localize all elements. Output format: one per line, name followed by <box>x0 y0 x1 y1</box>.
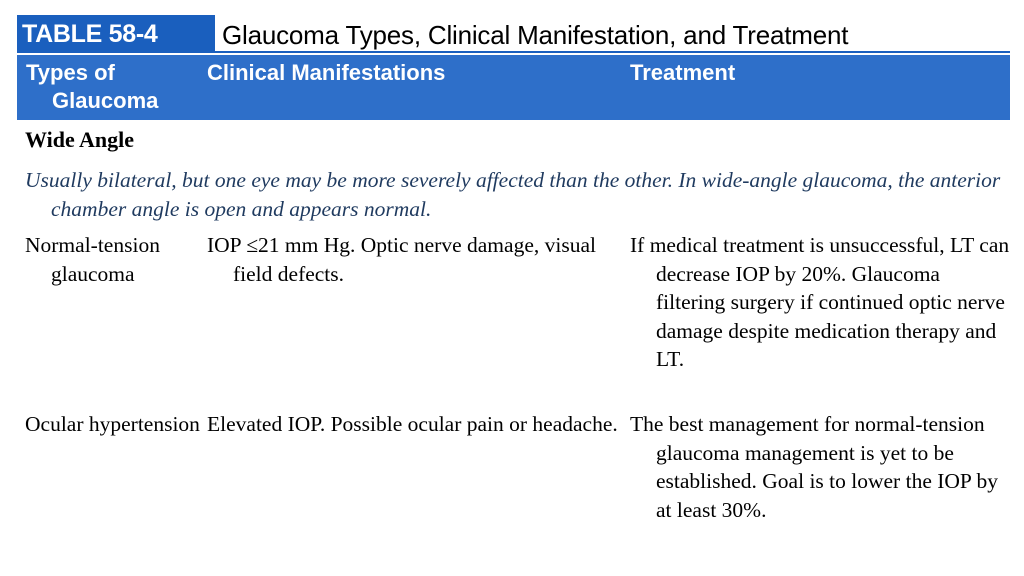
table-header-row <box>17 55 1010 120</box>
table-title: Glaucoma Types, Clinical Manifestation, and Treatment <box>222 20 849 50</box>
row2-clinical-manifestations: Elevated IOP. Possible ocular pain or headache. <box>207 412 618 436</box>
row1-clinical-manifestations: IOP ≤21 mm Hg. Optic nerve damage, visual field defects. <box>207 233 596 286</box>
section-heading-wide-angle: Wide Angle <box>25 127 135 152</box>
section-note: Usually bilateral, but one eye may be more severely affected than the other. In wide-angle glaucoma, the anterior chamber angle is open and appears normal. <box>25 168 1001 221</box>
title-underline <box>215 51 1010 53</box>
row1-glaucoma-type: Normal-tension glaucoma <box>25 233 160 286</box>
header-types-line2: Glaucoma <box>52 88 159 113</box>
row1-treatment: If medical treatment is unsuccessful, LT can decrease IOP by 20%. Glaucoma filtering surgery if continued optic nerve damage despite medication therapy and LT. <box>630 233 1010 371</box>
row2-glaucoma-type: Ocular hypertension <box>25 412 200 436</box>
row2-treatment: The best management for normal-tension glaucoma management is yet to be established. Goal is to lower the IOP by at least 30%. <box>630 412 998 522</box>
header-types-line1: Types of <box>26 60 115 85</box>
table-title-bar <box>17 15 1010 53</box>
table-number-label: TABLE 58-4 <box>17 15 215 53</box>
header-treatment: Treatment <box>630 60 736 85</box>
header-types-of-glaucoma <box>26 59 206 115</box>
header-clinical-manifestations: Clinical Manifestations <box>207 60 446 85</box>
